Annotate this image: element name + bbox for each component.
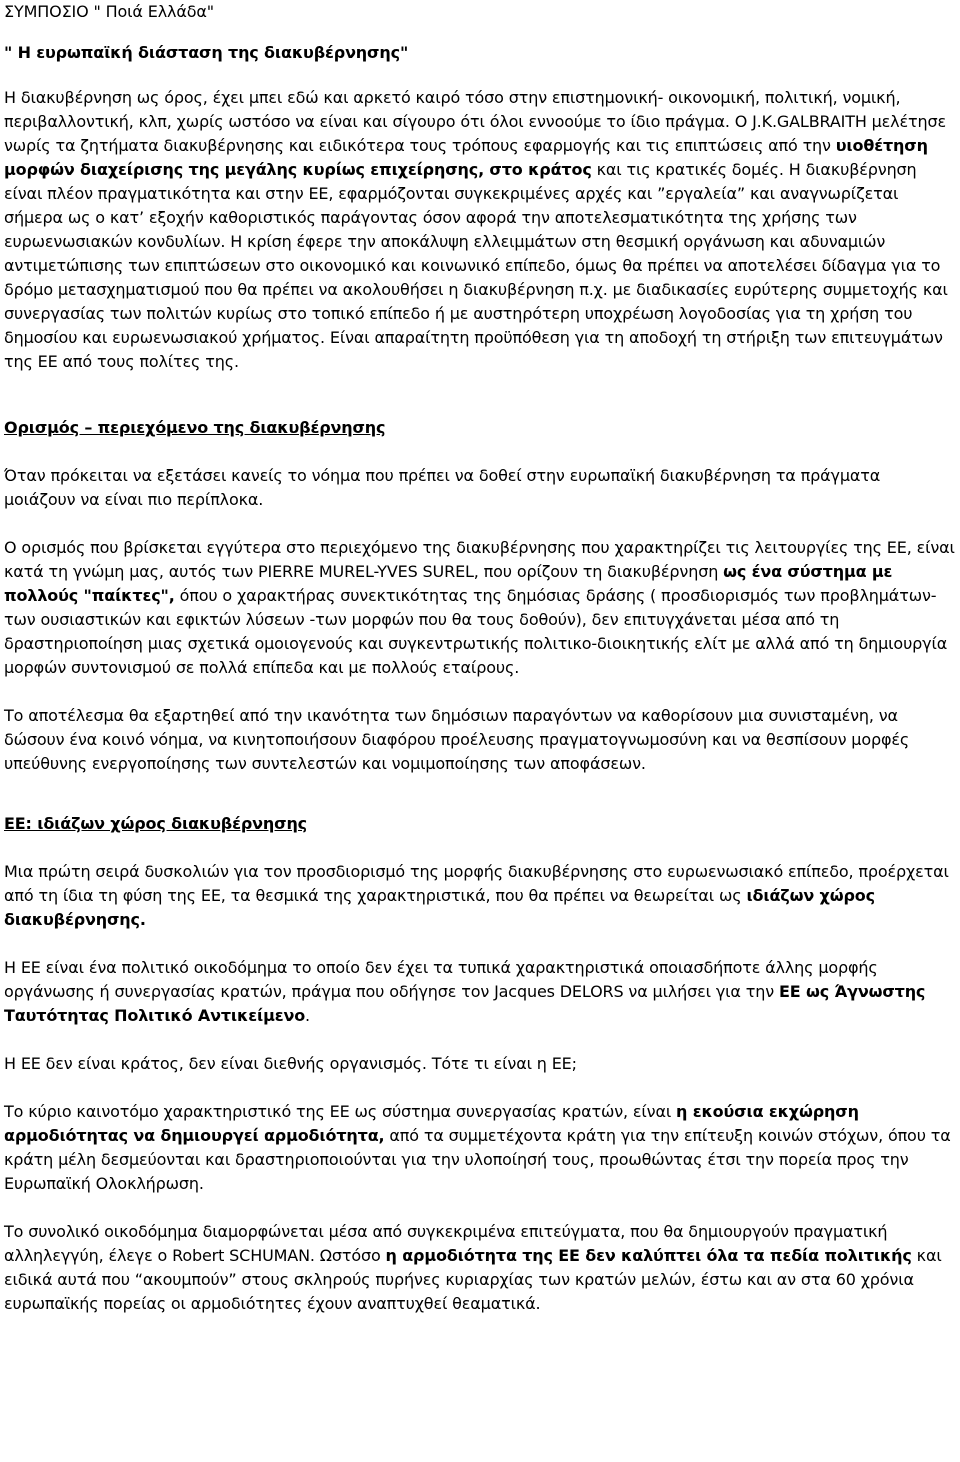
p5-text-1: Η ΕΕ είναι ένα πολιτικό οικοδόμημα το οποίο δεν έχει τα τυπικά χαρακτηριστικά οποιασδήποτε άλλης μορφής οργάνωσης ή συνεργασίας κρατών, πράγμα που οδήγησε τον Jacques DELORS να μιλήσει για την — [4, 958, 878, 1001]
intro-paragraph — [4, 86, 956, 374]
section-heading-definition — [4, 416, 956, 440]
heading-definition-text: Ορισμός – περιεχόμενο της διακυβέρνησης — [4, 418, 386, 437]
symposium-title: ΣΥΜΠΟΣΙΟ " Ποιά Ελλάδα" — [4, 2, 214, 21]
paragraph-eu-3: Η ΕΕ δεν είναι κράτος, δεν είναι διεθνής οργανισμός. Τότε τι είναι η ΕΕ; — [4, 1054, 577, 1073]
p2-text-1: Ο ορισμός που βρίσκεται εγγύτερα στο περιεχόμενο της διακυβέρνησης που χαρακτηρίζει τις λειτουργίες της ΕΕ, είναι κατά τη γνώμη μας, αυτός των PIERRE MUREL-YVES SUREL, που ορίζουν τη διακυβέρνηση — [4, 538, 955, 581]
p7-text-1: Το κύριο καινοτόμο χαρακτηριστικό της ΕΕ ως σύστημα συνεργασίας κρατών, είναι — [4, 1102, 677, 1121]
p8-bold-1: η αρμοδιότητα της ΕΕ δεν καλύπτει όλα τα πεδία πολιτικής — [385, 1246, 912, 1265]
intro-bold-1: υιοθέτηση μορφών διαχείρισης της μεγάλης κυρίως επιχείρησης, στο κράτος — [4, 136, 928, 179]
p7-bold-1: η εκούσια εκχώρηση αρμοδιότητας να δημιουργεί αρμοδιότητα, — [4, 1102, 859, 1145]
paragraph-eu-1 — [4, 860, 956, 932]
p5-text-2: . — [305, 1006, 310, 1025]
p8-text-1: Το συνολικό οικοδόμημα διαμορφώνεται μέσα από συγκεκριμένα επιτεύγματα, που θα δημιουργούν πραγματική αλληλεγγύη, έλεγε ο Robert SCHUMAN. Ωστόσο — [4, 1222, 888, 1265]
p8-text-2: και ειδικά αυτά που “ακουμπούν” στους σκληρούς πυρήνες κυριαρχίας των κρατών μελών, έστω και αν στα 60 χρόνια ευρωπαϊκής πορείας οι αρμοδιότητες έχουν αναπτυχθεί θεαματικά. — [4, 1246, 942, 1313]
document-subtitle: " Η ευρωπαϊκή διάσταση της διακυβέρνησης" — [4, 43, 409, 62]
heading-eu-text: ΕΕ: ιδιάζων χώρος διακυβέρνησης — [4, 814, 308, 833]
p5-bold-1: ΕΕ ως Άγνωστης Ταυτότητας Πολιτικό Αντικείμενο — [4, 982, 926, 1025]
paragraph-definition-3: Το αποτέλεσμα θα εξαρτηθεί από την ικανότητα των δημόσιων παραγόντων να καθορίσουν μια συνισταμένη, να δώσουν ένα κοινό νόημα, να κινητοποιήσουν διαφόρου προέλευσης πραγματογνωμοσύνη και να θεσπίσουν μορφές υπεύθυνης ενεργοποίησης των συντελεστών και νομιμοποίησης των αποφάσεων. — [4, 706, 910, 773]
paragraph-definition-2 — [4, 536, 956, 680]
paragraph-definition-1: Όταν πρόκειται να εξετάσει κανείς το νόημα που πρέπει να δοθεί στην ευρωπαϊκή διακυβέρνηση τα πράγματα μοιάζουν να είναι πιο περίπλοκα. — [4, 466, 881, 509]
intro-text-1: Η διακυβέρνηση ως όρος, έχει μπει εδώ και αρκετό καιρό τόσο στην επιστημονική- οικονομική, πολιτική, νομική, περιβαλλοντική, κλπ, χωρίς ωστόσο να είναι και σίγουρο ότι όλοι εννοούμε το ίδιο πράγμα. Ο J.K.GALBRAITH μελέτησε νωρίς τα ζητήματα διακυβέρνησης και ειδικότερα τους τρόπους εφαρμογής και τις επιπτώσεις από την — [4, 88, 946, 155]
paragraph-eu-2 — [4, 956, 956, 1028]
paragraph-eu-4 — [4, 1100, 956, 1196]
p7-text-2: από τα συμμετέχοντα κράτη για την επίτευξη κοινών στόχων, όπου τα κράτη μέλη δεσμεύονται και δραστηριοποιούνται για την υλοποίησή τους, προωθώντας έτσι την πορεία προς την Ευρωπαϊκή Ολοκλήρωση. — [4, 1126, 951, 1193]
p4-bold-1: ιδιάζων χώρος διακυβέρνησης. — [4, 886, 875, 929]
intro-text-2: και τις κρατικές δομές. Η διακυβέρνηση είναι πλέον πραγματικότητα και στην ΕΕ, εφαρμόζονται συγκεκριμένες αρχές και ”εργαλεία” και αναγνωρίζεται σήμερα ως ο κατ’ εξοχήν καθοριστικός παράγοντας όσον αφορά την αποτελεσματικότητα της χρήσης των ευρωενωσιακών κονδυλίων. Η κρίση έφερε την αποκάλυψη ελλειμμάτων στη θεσμική οργάνωση και αδυναμιών αντιμετώπισης των επιπτώσεων στο οικονομικό και κοινωνικό επίπεδο, όμως θα πρέπει να αποτελέσει δίδαγμα για το δρόμο μετασχηματισμού που θα πρέπει να ακολουθήσει η διακυβέρνηση π.χ. με διαδικασίες ευρύτερης συμμετοχής και συνεργασίας των πολιτών κυρίως στο τοπικό επίπεδο ή με αυστηρότερη υποχρέωση λογοδοσίας για τη χρήση του δημοσίου και ευρωενωσιακού χρήματος. Είναι απαραίτητη προϋπόθεση για τη αποδοχή τη στήριξη των επιτευγμάτων της ΕΕ από τους πολίτες της. — [4, 160, 948, 371]
paragraph-eu-5 — [4, 1220, 956, 1316]
p4-text-1: Μια πρώτη σειρά δυσκολιών για τον προσδιορισμό της μορφής διακυβέρνησης στο ευρωενωσιακό επίπεδο, προέρχεται από τη ίδια τη φύση της ΕΕ, τα θεσμικά της χαρακτηριστικά, που θα πρέπει να θεωρείται ως — [4, 862, 949, 905]
p2-bold-1: ως ένα σύστημα με πολλούς "παίκτες", — [4, 562, 893, 605]
p2-text-2: όπου ο χαρακτήρας συνεκτικότητας της δημόσιας δράσης ( προσδιορισμός των προβλημάτων- των ουσιαστικών και εφικτών λύσεων -των μορφών που θα τους δοθούν), δεν επιτυγχάνεται μέσα από τη δραστηριοποίηση μιας σχετικά ομοιογενούς και συγκεντρωτικής πολιτικο-διοικητικής ελίτ με αλλά από τη δημιουργία μορφών συντονισμού σε πολλά επίπεδα και με πολλούς εταίρους. — [4, 586, 948, 677]
section-heading-eu — [4, 812, 956, 836]
